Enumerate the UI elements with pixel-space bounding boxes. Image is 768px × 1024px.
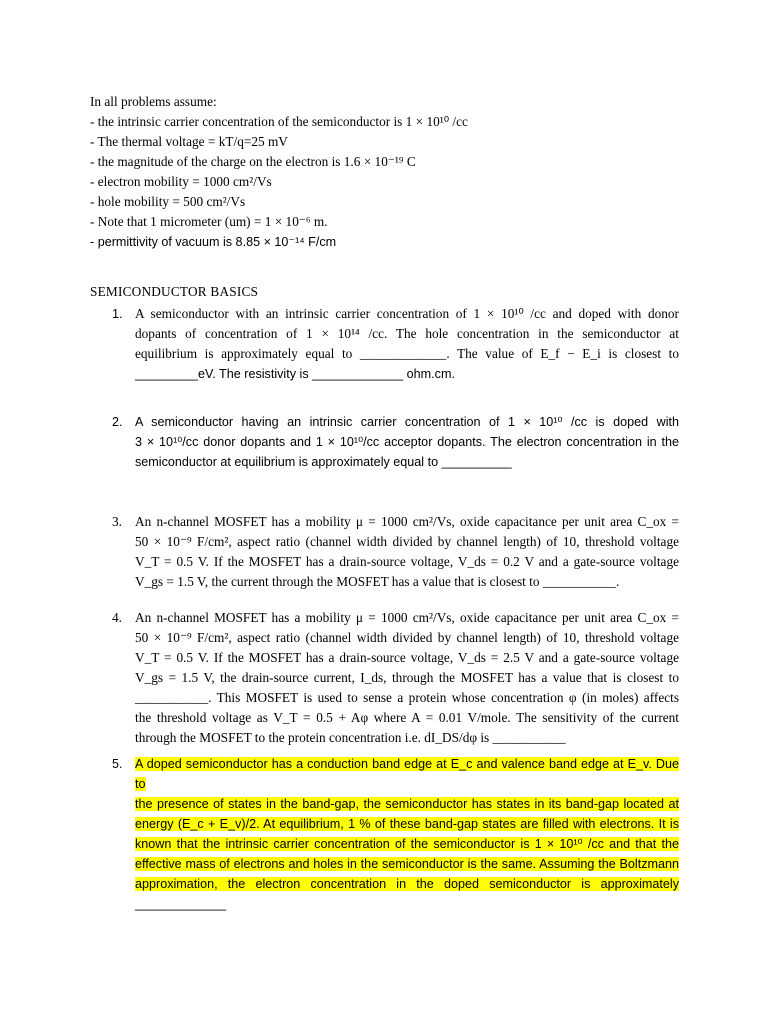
assumptions-intro: In all problems assume: (90, 94, 217, 109)
problem-line: through the MOSFET to the protein concentration i.e. dI_DS/dφ is ___________ (135, 730, 566, 745)
answer-blank: _____________ (135, 897, 227, 911)
highlighted-line: energy (E_c + E_v)/2. At equilibrium, 1 % of these band-gap states are filled with electrons. It is (135, 817, 679, 831)
assumption-item: - the intrinsic carrier concentration of the semiconductor is 1 × 10¹⁰ /cc (90, 114, 468, 129)
problem-line: 3 × 10¹⁰/cc donor dopants and 1 × 10¹⁰/cc acceptor dopants. The electron concentration in the (135, 435, 679, 449)
assumption-item: - electron mobility = 1000 cm²/Vs (90, 174, 272, 189)
problem-number: 4. (112, 610, 122, 625)
problem-4-text (135, 608, 679, 748)
problem-line: A semiconductor having an intrinsic carrier concentration of 1 × 10¹⁰ /cc is doped with (135, 415, 679, 429)
highlighted-line: the presence of states in the band-gap, the semiconductor has states in its band-gap located at (135, 797, 679, 811)
highlighted-line: known that the intrinsic carrier concentration of the semiconductor is 1 × 10¹⁰ /cc and that the (135, 837, 679, 851)
problem-line: A semiconductor with an intrinsic carrier concentration of 1 × 10¹⁰ /cc and doped with donor (135, 306, 679, 321)
problem-line: An n-channel MOSFET has a mobility μ = 1000 cm²/Vs, oxide capacitance per unit area C_ox = (135, 610, 679, 625)
problem-number: 3. (112, 514, 122, 529)
assumption-item: - permittivity of vacuum is 8.85 × 10⁻¹⁴ F/cm (90, 235, 337, 249)
assumption-item: - The thermal voltage = kT/q=25 mV (90, 134, 288, 149)
problem-line: V_gs = 1.5 V, the current through the MOSFET has a value that is closest to ___________. (135, 574, 620, 589)
problem-line: An n-channel MOSFET has a mobility μ = 1000 cm²/Vs, oxide capacitance per unit area C_ox = (135, 514, 679, 529)
highlighted-line: A doped semiconductor has a conduction band edge at E_c and valence band edge at E_v. Due to (135, 757, 679, 791)
problem-3-text (135, 512, 679, 592)
assumption-item: - the magnitude of the charge on the electron is 1.6 × 10⁻¹⁹ C (90, 154, 416, 169)
problem-line: V_gs = 1.5 V, the drain-source current, I_ds, through the MOSFET has a value that is closest to (135, 670, 679, 685)
problem-line: equilibrium is approximately equal to _____________. The value of E_f − E_i is closest to (135, 346, 679, 361)
problem-line: dopants of concentration of 1 × 10¹⁴ /cc. The hole concentration in the semiconductor at (135, 326, 679, 341)
problem-number: 5. (112, 757, 123, 771)
section-title: SEMICONDUCTOR BASICS (90, 284, 259, 299)
problem-5-text (135, 754, 679, 914)
problem-line: 50 × 10⁻⁹ F/cm², aspect ratio (channel width divided by channel length) of 10, threshold voltage (135, 534, 679, 549)
problem-line: V_T = 0.5 V. If the MOSFET has a drain-source voltage, V_ds = 0.2 V and a gate-source voltage (135, 554, 679, 569)
problem-2-text (135, 412, 679, 472)
assumption-item: - Note that 1 micrometer (um) = 1 × 10⁻⁶ m. (90, 214, 328, 229)
problem-line: the threshold voltage as V_T = 0.5 + Aφ where A = 0.01 V/mole. The sensitivity of the current (135, 710, 679, 725)
problem-line: 50 × 10⁻⁹ F/cm², aspect ratio (channel width divided by channel length) of 10, threshold voltage (135, 630, 679, 645)
problem-1-text (135, 304, 679, 384)
highlighted-line: effective mass of electrons and holes in the semiconductor is the same. Assuming the Boltzmann (135, 857, 679, 871)
problem-line: _________eV. The resistivity is _____________ ohm.cm. (135, 367, 455, 381)
assumption-item: - hole mobility = 500 cm²/Vs (90, 194, 246, 209)
problem-line: semiconductor at equilibrium is approximately equal to __________ (135, 455, 512, 469)
highlighted-line: approximation, the electron concentration in the doped semiconductor is approximately (135, 877, 679, 891)
problem-number: 2. (112, 415, 123, 429)
problem-line: V_T = 0.5 V. If the MOSFET has a drain-source voltage, V_ds = 2.5 V and a gate-source voltage (135, 650, 679, 665)
problem-line: ___________. This MOSFET is used to sense a protein whose concentration φ (in moles) affects (135, 690, 679, 705)
problem-number: 1. (112, 307, 123, 321)
